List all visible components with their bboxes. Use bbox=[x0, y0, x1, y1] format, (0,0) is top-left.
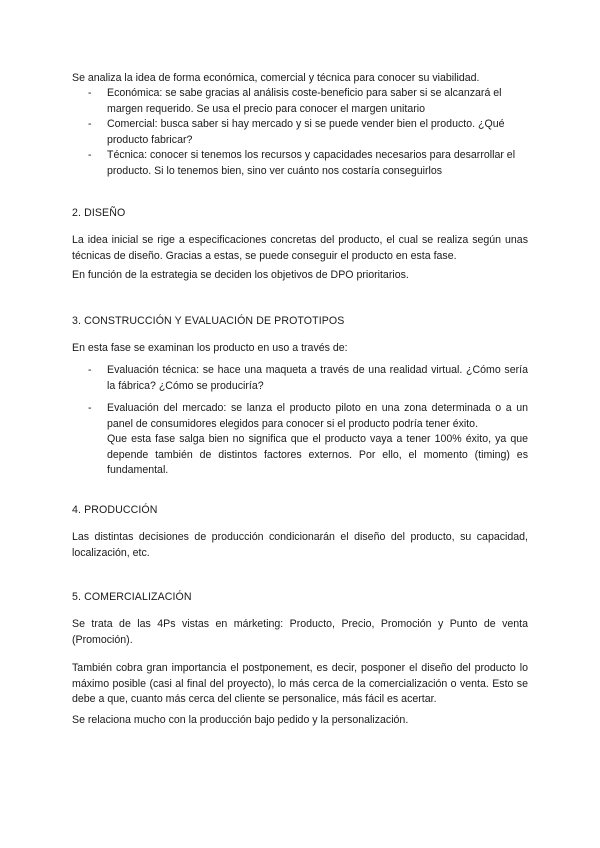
section-heading-construccion: 3. CONSTRUCCIÓN Y EVALUACIÓN DE PROTOTIPOS bbox=[72, 315, 345, 327]
comercializacion-paragraph-3: Se relaciona mucho con la producción bajo pedido y la personalización. bbox=[72, 714, 409, 726]
dash-bullet: - bbox=[88, 402, 92, 414]
diseno-paragraph-2: En función de la estrategia se deciden los objetivos de DPO prioritarios. bbox=[72, 269, 409, 281]
list-item-text: Evaluación técnica: se hace una maqueta a través de una realidad virtual. ¿Cómo sería la fábrica? ¿Cómo se produciría? bbox=[107, 364, 528, 392]
list-item-text: Económica: se sabe gracias al análisis coste-beneficio para saber si se alcanzará el margen requerido. Se usa el precio para conocer el margen unitario bbox=[107, 87, 502, 115]
section-heading-diseno: 2. DISEÑO bbox=[72, 207, 126, 219]
list-item bbox=[72, 363, 528, 394]
construccion-intro: En esta fase se examinan los producto en uso a través de: bbox=[72, 342, 348, 354]
produccion-paragraph: Las distintas decisiones de producción condicionarán el diseño del producto, su capacidad, localización, etc. bbox=[72, 531, 528, 559]
list-item bbox=[72, 401, 528, 479]
section-heading-produccion: 4. PRODUCCIÓN bbox=[72, 504, 158, 516]
dash-bullet: - bbox=[88, 149, 92, 161]
comercializacion-paragraph-2: También cobra gran importancia el postponement, es decir, posponer el diseño del producto lo máximo posible (casi al final del proyecto), lo más cerca de la comercialización o venta. Esto se debe a que, cuanto más cerca del cliente se personalice, más fácil es acertar. bbox=[72, 662, 528, 705]
diseno-paragraph-1: La idea inicial se rige a especificaciones concretas del producto, el cual se realiza según unas técnicas de diseño. Gracias a estas, se puede conseguir el producto en esta fase. bbox=[72, 234, 528, 262]
comercializacion-paragraph-1: Se trata de las 4Ps vistas en márketing: Producto, Precio, Promoción y Punto de venta (Promoción). bbox=[72, 618, 528, 646]
list-item-text: Técnica: conocer si tenemos los recursos y capacidades necesarios para desarrollar el producto. Si lo tenemos bien, sino ver cuánto nos costaría conseguirlos bbox=[107, 149, 516, 177]
list-item-text: Comercial: busca saber si hay mercado y si se puede vender bien el producto. ¿Qué producto fabricar? bbox=[107, 118, 505, 146]
dash-bullet: - bbox=[88, 364, 92, 376]
section-heading-comercializacion: 5. COMERCIALIZACIÓN bbox=[72, 591, 192, 603]
list-item bbox=[72, 86, 528, 117]
evaluation-list bbox=[72, 363, 528, 479]
intro-paragraph: Se analiza la idea de forma económica, comercial y técnica para conocer su viabilidad. bbox=[72, 72, 480, 84]
list-item-text: Evaluación del mercado: se lanza el producto piloto en una zona determinada o a un panel de consumidores elegidos para conocer si el producto podría tener éxito. bbox=[107, 402, 528, 430]
list-item bbox=[72, 148, 528, 179]
list-item bbox=[72, 117, 528, 148]
list-item-continuation: Que esta fase salga bien no significa que el producto vaya a tener 100% éxito, ya que depende también de distintos factores externos. Por ello, el momento (timing) es fundamental. bbox=[107, 433, 528, 476]
dash-bullet: - bbox=[88, 87, 92, 99]
viability-list bbox=[72, 86, 528, 179]
dash-bullet: - bbox=[88, 118, 92, 130]
